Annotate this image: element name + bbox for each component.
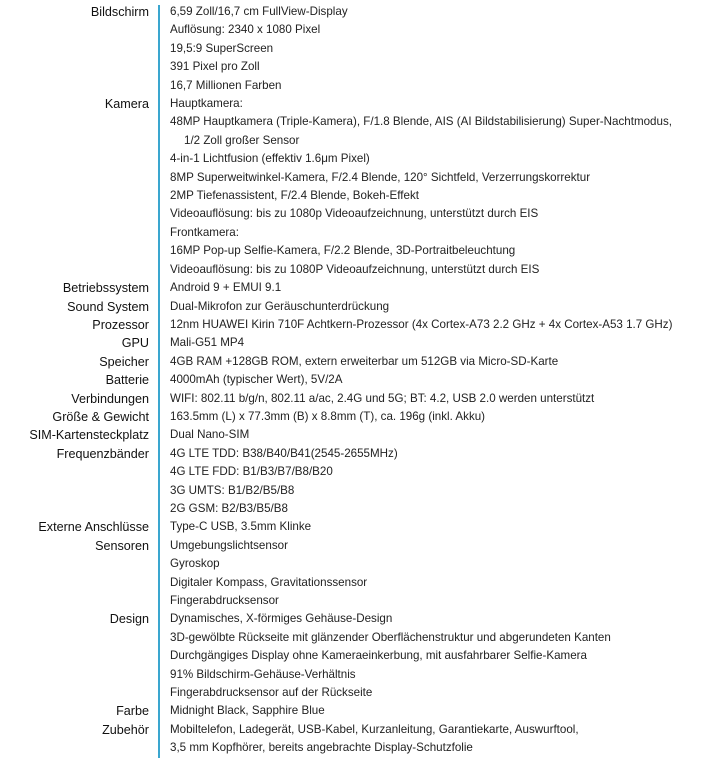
spec-row	[0, 298, 720, 316]
spec-row	[0, 702, 720, 720]
spec-row	[0, 518, 720, 536]
spec-label: Externe Anschlüsse	[38, 520, 149, 535]
spec-value-line: Fingerabdrucksensor	[170, 594, 279, 607]
spec-label: Speicher	[99, 354, 149, 369]
spec-value-line: Durchgängiges Display ohne Kameraeinkerbung, mit ausfahrbarer Selfie-Kamera	[170, 649, 587, 663]
spec-value-line: 12nm HUAWEI Kirin 710F Achtkern-Prozessor (4x Cortex-A73 2.2 GHz + 4x Cortex-A53 1.7 GHz)	[170, 317, 673, 331]
spec-label: Bildschirm	[90, 5, 149, 19]
spec-values	[170, 95, 720, 279]
spec-value-line: Mobiltelefon, Ladegerät, USB-Kabel, Kurzanleitung, Garantiekarte, Auswurftool,	[170, 722, 579, 736]
spec-label: Batterie	[105, 373, 149, 388]
spec-value-line: 2MP Tiefenassistent, F/2.4 Blende, Bokeh-Effekt	[170, 189, 419, 203]
spec-label: Kamera	[104, 97, 149, 112]
spec-row	[0, 3, 720, 95]
spec-value-line: WIFI: 802.11 b/g/n, 802.11 a/ac, 2.4G und 5G; BT: 4.2, USB 2.0 werden unterstützt	[170, 391, 595, 405]
spec-values	[170, 408, 720, 426]
spec-value-line: Auflösung: 2340 x 1080 Pixel	[170, 23, 321, 37]
spec-value-line: Digitaler Kompass, Gravitationssensor	[170, 575, 368, 589]
spec-row	[0, 371, 720, 389]
spec-value-line: Mali-G51 MP4	[170, 336, 245, 350]
spec-values	[170, 537, 720, 611]
spec-value-line: 4-in-1 Lichtfusion (effektiv 1.6μm Pixel)	[170, 152, 370, 166]
spec-values	[170, 353, 720, 371]
spec-value-line: 3,5 mm Kopfhörer, bereits angebrachte Display-Schutzfolie	[170, 741, 473, 755]
spec-values	[170, 445, 720, 519]
spec-value-line: Midnight Black, Sapphire Blue	[170, 704, 325, 718]
spec-values	[170, 316, 720, 334]
spec-row	[0, 721, 720, 758]
spec-label: Verbindungen	[71, 391, 149, 406]
spec-label: Design	[109, 612, 149, 627]
spec-value-line: Frontkamera:	[170, 225, 239, 239]
spec-row	[0, 610, 720, 702]
spec-value-line: Videoauflösung: bis zu 1080p Videoaufzeichnung, unterstützt durch EIS	[170, 207, 539, 221]
spec-row	[0, 353, 720, 371]
spec-label: Farbe	[116, 704, 149, 719]
spec-value-line: 4G LTE FDD: B1/B3/B7/B8/B20	[170, 465, 333, 479]
spec-label: Größe & Gewicht	[52, 409, 149, 424]
spec-values	[170, 426, 720, 444]
spec-value-line: 391 Pixel pro Zoll	[170, 60, 260, 74]
spec-value-line: Umgebungslichtsensor	[170, 538, 288, 552]
spec-value-line: 91% Bildschirm-Gehäuse-Verhältnis	[170, 667, 356, 681]
spec-value-line: Dual-Mikrofon zur Geräuschunterdrückung	[170, 299, 390, 313]
spec-values	[170, 518, 720, 536]
spec-label: GPU	[121, 336, 149, 351]
spec-value-line: 3D-gewölbte Rückseite mit glänzender Oberflächenstruktur und abgerundeten Kanten	[170, 630, 611, 644]
spec-value-line: 4GB RAM +128GB ROM, extern erweiterbar um 512GB via Micro-SD-Karte	[170, 354, 559, 368]
spec-label: Frequenzbänder	[56, 446, 149, 461]
spec-values	[170, 3, 720, 95]
spec-value-line: Android 9 + EMUI 9.1	[170, 281, 282, 295]
spec-value-line: 19,5:9 SuperScreen	[170, 41, 274, 55]
spec-value-line: 6,59 Zoll/16,7 cm FullView-Display	[170, 5, 348, 18]
spec-values	[170, 298, 720, 316]
spec-row	[0, 390, 720, 408]
spec-values	[170, 279, 720, 297]
spec-value-line: 16,7 Millionen Farben	[170, 78, 282, 92]
spec-value-line: Videoauflösung: bis zu 1080P Videoaufzeichnung, unterstützt durch EIS	[170, 262, 540, 276]
spec-row	[0, 334, 720, 352]
spec-label: Sound System	[67, 299, 149, 314]
spec-label: Prozessor	[92, 317, 149, 332]
spec-value-line: 4G LTE TDD: B38/B40/B41(2545-2655MHz)	[170, 446, 398, 460]
spec-row	[0, 95, 720, 279]
spec-value-line: Type-C USB, 3.5mm Klinke	[170, 520, 312, 534]
spec-value-line: 2G GSM: B2/B3/B5/B8	[170, 501, 288, 515]
spec-value-line: Gyroskop	[170, 557, 220, 571]
spec-values	[170, 334, 720, 352]
spec-value-line: 48MP Hauptkamera (Triple-Kamera), F/1.8 Blende, AIS (AI Bildstabilisierung) Super-Nachtmodus,	[170, 115, 672, 129]
spec-value-line: 3G UMTS: B1/B2/B5/B8	[170, 483, 295, 497]
spec-label: Zubehör	[102, 722, 149, 737]
spec-row	[0, 408, 720, 426]
spec-value-line: 16MP Pop-up Selfie-Kamera, F/2.2 Blende, 3D-Portraitbeleuchtung	[170, 244, 516, 258]
spec-values	[170, 610, 720, 702]
spec-values	[170, 702, 720, 720]
spec-values	[170, 721, 720, 758]
spec-values	[170, 371, 720, 389]
spec-label: Betriebssystem	[62, 281, 149, 296]
spec-label: Sensoren	[95, 538, 149, 553]
spec-row	[0, 426, 720, 444]
spec-value-line: Hauptkamera:	[170, 97, 243, 111]
spec-values	[170, 390, 720, 408]
spec-row	[0, 445, 720, 519]
spec-row	[0, 537, 720, 611]
spec-value-line: 1/2 Zoll großer Sensor	[184, 133, 300, 147]
spec-table	[0, 3, 720, 758]
spec-value-line: 163.5mm (L) x 77.3mm (B) x 8.8mm (T), ca. 196g (inkl. Akku)	[170, 409, 486, 423]
spec-value-line: Dual Nano-SIM	[170, 428, 250, 442]
spec-label: SIM-Kartensteckplatz	[29, 428, 149, 443]
spec-row	[0, 279, 720, 297]
spec-value-line: 4000mAh (typischer Wert), 5V/2A	[170, 373, 343, 387]
spec-value-line: Dynamisches, X-förmiges Gehäuse-Design	[170, 612, 393, 626]
spec-value-line: Fingerabdrucksensor auf der Rückseite	[170, 686, 373, 700]
spec-row	[0, 316, 720, 334]
spec-value-line: 8MP Superweitwinkel-Kamera, F/2.4 Blende, 120° Sichtfeld, Verzerrungskorrektur	[170, 170, 591, 184]
